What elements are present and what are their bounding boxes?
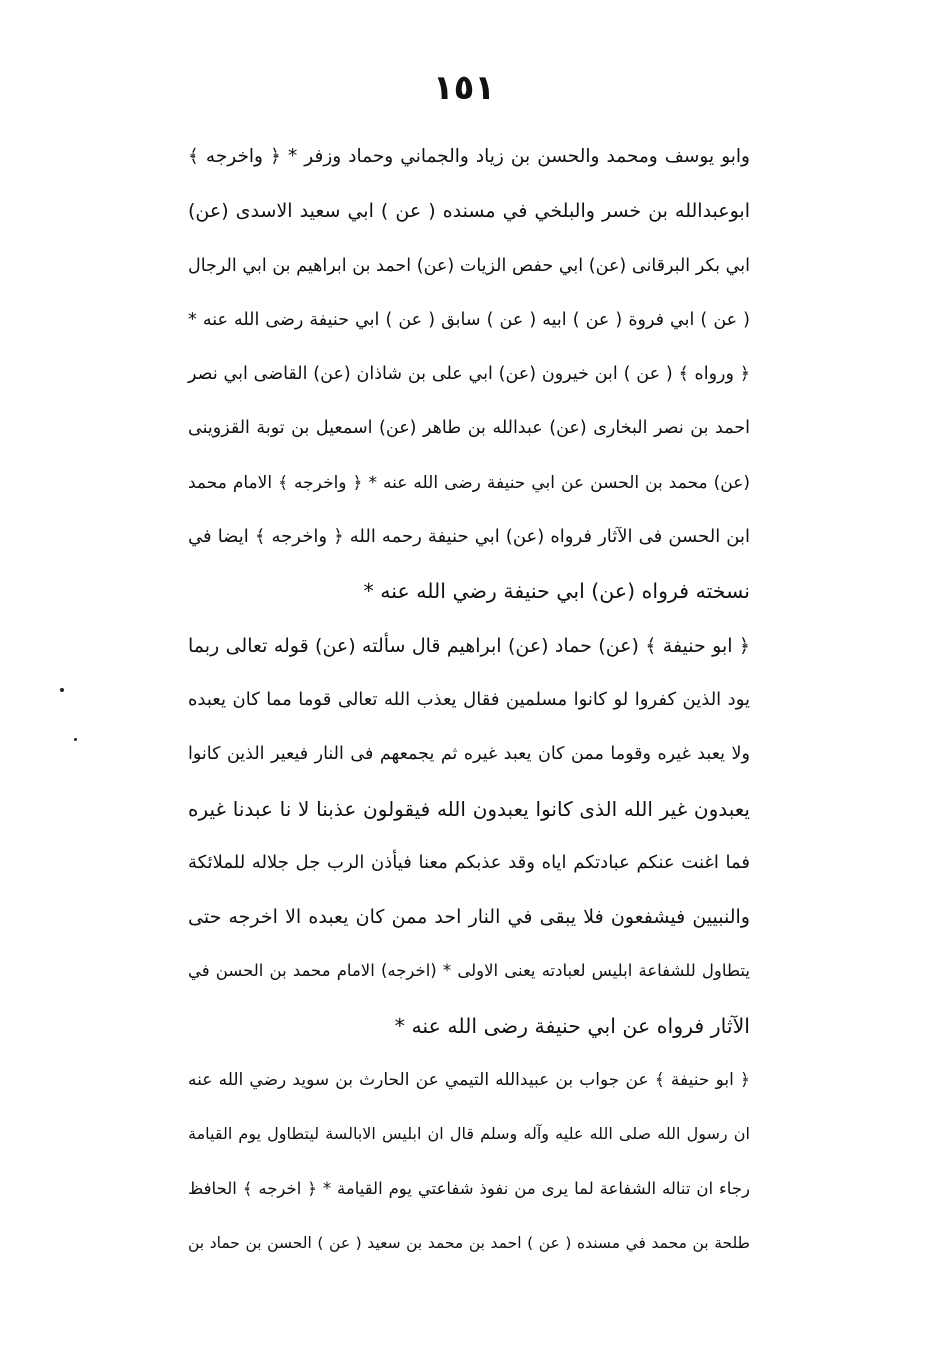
text-line: ابي بكر البرقانى (عن) ابي حفص الزيات (عن) احمد بن ابراهيم بن ابي الرجال <box>188 255 750 276</box>
text-line: يعبدون غير الله الذى كانوا يعبدون الله فيقولون عذبنا لا نا عبدنا غيره <box>188 796 750 821</box>
body-text <box>188 130 750 1270</box>
text-line: طلحة بن محمد في مسنده ( عن ) احمد بن محمد بن سعيد ( عن ) الحسن بن حماد بن <box>188 1233 750 1252</box>
text-line: احمد بن نصر البخارى (عن) عبدالله بن طاهر (عن) اسمعيل بن توبة القزوينى <box>188 418 750 439</box>
text-line: ﴿ ابو حنيفة ﴾ (عن) حماد (عن) ابراهيم قال سألته (عن) قوله تعالى ربما <box>188 634 750 657</box>
text-line: فما اغنت عنكم عبادتكم اياه وقد عذبكم معنا فيأذن الرب جل جلاله للملائكة <box>188 851 750 873</box>
text-line: ﴿ ابو حنيفة ﴾ عن جواب بن عبيدالله التيمي عن الحارث بن سويد رضي الله عنه <box>188 1070 750 1091</box>
text-line: ابن الحسن فى الآثار فرواه (عن) ابي حنيفة رحمه الله ﴿ واخرجه ﴾ ايضا في <box>188 526 750 548</box>
scan-speck <box>60 688 64 692</box>
text-line: ابوعبدالله بن خسر والبلخي في مسنده ( عن ) ابي سعيد الاسدى (عن) <box>188 200 750 223</box>
text-line: وابو يوسف ومحمد والحسن بن زياد والجماني وحماد وزفر * ﴿ واخرجه ﴾ <box>188 146 750 167</box>
text-line: (عن) محمد بن الحسن عن ابي حنيفة رضى الله عنه * ﴿ واخرجه ﴾ الامام محمد <box>188 472 750 493</box>
text-line: ( عن ) ابي فروة ( عن ) ابيه ( عن ) سابق ( عن ) ابي حنيفة رضى الله عنه * <box>188 309 750 330</box>
page-number: ١٥١ <box>432 68 496 108</box>
text-line: يود الذين كفروا لو كانوا مسلمين فقال يعذب الله تعالى قوما مما كان يعبده <box>188 688 750 710</box>
text-line: ولا يعبد غيره وقوما ممن كان يعبد غيره ثم يجمعهم فى النار فيعير الذين كانوا <box>188 744 750 765</box>
text-line: والنبيين فيشفعون فلا يبقى في النار احد ممن كان يعبده الا اخرجه حتى <box>188 906 750 929</box>
text-line: الآثار فرواه عن ابي حنيفة رضى الله عنه * <box>394 1013 750 1038</box>
text-line: ﴿ ورواه ﴾ ( عن ) ابن خيرون (عن) ابي على بن شاذان (عن) القاضى ابي نصر <box>188 364 750 385</box>
text-line: رجاء ان تناله الشفاعة لما يرى من نفوذ شفاعتي يوم القيامة * ﴿ اخرجه ﴾ الحافظ <box>188 1178 750 1198</box>
text-line: يتطاول للشفاعة ابليس لعبادته يعنى الاولى * (اخرجه) الامام محمد بن الحسن في <box>188 961 750 981</box>
text-line: نسخته فرواه (عن) ابي حنيفة رضي الله عنه * <box>363 579 750 604</box>
scan-speck <box>74 738 77 741</box>
text-line: ان رسول الله صلى الله عليه وآله وسلم قال ان ابليس الابالسة ليتطاول يوم القيامة <box>188 1124 750 1144</box>
